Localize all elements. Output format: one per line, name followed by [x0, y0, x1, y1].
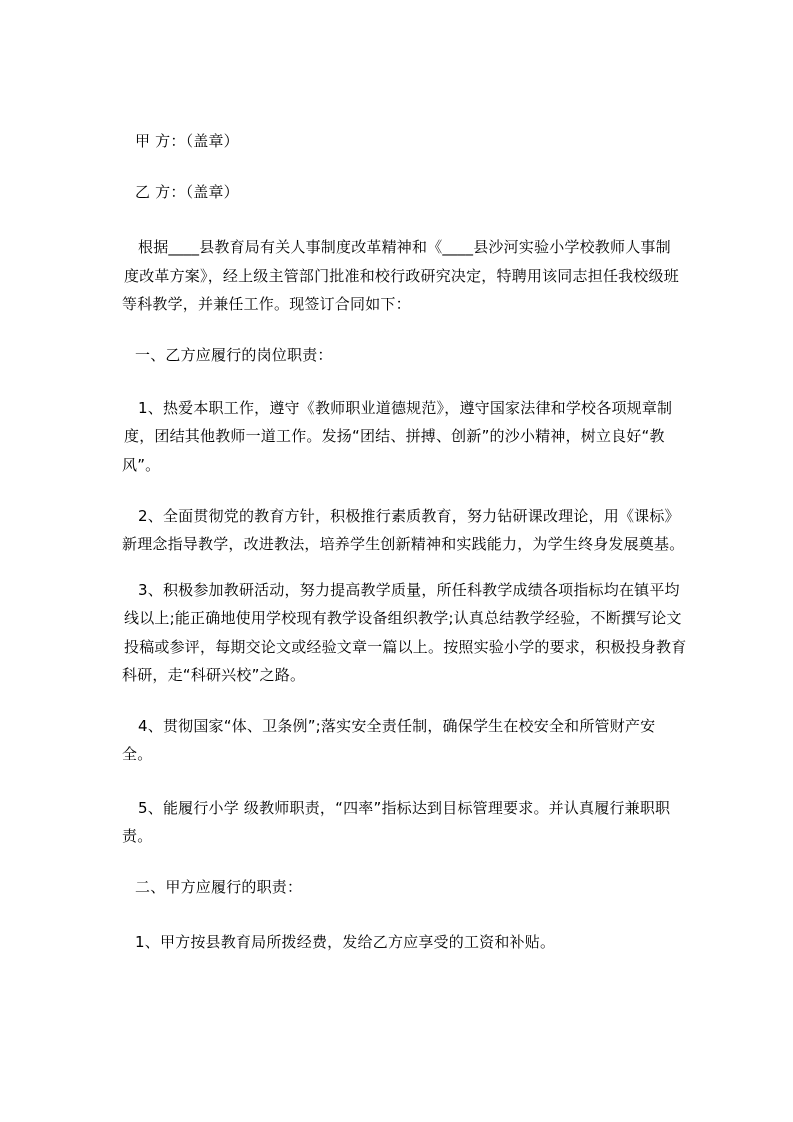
intro-line-2: 度改革方案》，经上级主管部门批准和校行政研究决定，特聘用该同志担任我校级班: [124, 267, 679, 285]
item1-1-line-2: 度，团结其他教师一道工作。发扬“团结、拼搏、创新”的沙小精神，树立良好“教: [124, 427, 665, 445]
intro-line-3: 等科教学，并兼任工作。现签订合同如下：: [122, 295, 411, 313]
item1-4-line-1: 4、贯彻国家“体、卫条例”;落实安全责任制，确保学生在校安全和所管财产安: [138, 717, 656, 735]
section2-heading: 二、甲方应履行的职责：: [135, 878, 303, 896]
intro-line-1: 根据____县教育局有关人事制度改革精神和《____县沙河实验小学校教师人事制: [138, 238, 671, 256]
item1-5-line-1: 5、能履行小学 级教师职责，“四率”指标达到目标管理要求。并认真履行兼职职: [138, 799, 671, 817]
item1-3-line-4: 科研，走“科研兴校”之路。: [122, 666, 306, 684]
item1-1-line-1: 1、热爱本职工作，遵守《教师职业道德规范》，遵守国家法律和学校各项规章制: [138, 399, 673, 417]
item1-2-line-2: 新理念指导教学，改进教法，培养学生创新精神和实践能力，为学生终身发展奠基。: [122, 535, 685, 553]
section1-heading: 一、乙方应履行的岗位职责：: [135, 346, 333, 364]
item1-5-line-2: 责。: [122, 827, 153, 845]
item1-1-line-3: 风”。: [122, 456, 161, 474]
item1-3-line-2: 线以上;能正确地使用学校现有教学设备组织教学;认真总结教学经验，不断撰写论文: [124, 609, 682, 627]
item1-2-line-1: 2、全面贯彻党的教育方针，积极推行素质教育，努力钻研课改理论，用《课标》: [138, 507, 680, 525]
party-a-line: 甲 方：（盖章）: [135, 132, 239, 150]
item2-1-line-1: 1、甲方按县教育局所拨经费，发给乙方应享受的工资和补贴。: [135, 933, 556, 951]
item1-3-line-1: 3、积极参加教研活动，努力提高教学质量，所任科教学成绩各项指标均在镇平均: [138, 581, 680, 599]
item1-3-line-3: 投稿或参评，每期交论文或经验文章一篇以上。按照实验小学的要求，积极投身教育: [124, 638, 687, 656]
party-b-line: 乙 方：（盖章）: [135, 183, 239, 201]
item1-4-line-2: 全。: [122, 745, 153, 763]
